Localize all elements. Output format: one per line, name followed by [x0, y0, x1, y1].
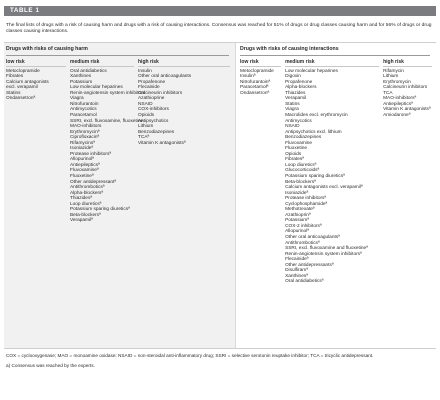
drug-item: Beta-blockersª: [285, 179, 316, 185]
interactions-panel: [236, 43, 436, 348]
drug-item: Beta-blockersª: [70, 212, 101, 218]
drug-table: [4, 42, 436, 348]
drug-item: COX-inhibitors: [138, 107, 169, 113]
drug-item: Isoniazideª: [285, 190, 309, 196]
drug-item: Ciprofloxacinª: [70, 135, 100, 141]
drug-item: excl. verapamil: [6, 85, 38, 91]
drug-item: Statins: [285, 101, 300, 107]
column-title: low risk: [240, 59, 281, 67]
drug-item: Erythromycin: [383, 79, 411, 85]
harm-panel: [4, 43, 236, 348]
drug-item: Antiepilepticsª: [70, 162, 100, 168]
drug-item: Potassiumª: [285, 218, 310, 224]
drug-item: Propafenone: [285, 79, 313, 85]
drug-item: Antimycotics: [285, 118, 312, 124]
drug-item: Flecainide: [138, 85, 160, 91]
drug-item: Other antidepressantsª: [285, 262, 334, 268]
drug-item: Calcineurin inhibitors: [383, 85, 428, 91]
drug-item: Loop diureticsª: [285, 162, 317, 168]
drug-item: Lithium: [138, 124, 154, 130]
drug-item: Xanthines: [70, 74, 92, 80]
drug-item: Alpha-blockers: [285, 85, 317, 91]
harm-low-column: [6, 59, 70, 224]
drug-item: Propafenone: [138, 79, 166, 85]
drug-item: NSAID: [285, 124, 300, 130]
drug-item: Thiazidesª: [70, 196, 93, 202]
drug-item: Ondansetronª: [240, 90, 270, 96]
drug-item: Fluoxetineª: [70, 173, 94, 179]
drug-item: Calcium antagonists excl. verapamilª: [285, 185, 363, 191]
drug-item: Cyclophosphamideª: [285, 201, 328, 207]
drug-item: Oral antidiabetics: [70, 68, 107, 74]
harm-group-title: Drugs with risks of causing harm: [6, 46, 229, 56]
drug-list: [240, 69, 285, 97]
drug-item: Disulfiramª: [285, 268, 308, 274]
drug-item: Fluvoxamineª: [70, 168, 99, 174]
drug-item: Viagra: [285, 107, 299, 113]
drug-item: NSAID: [138, 101, 153, 107]
drug-item: Antipsychotics excl. lithium: [285, 129, 342, 135]
drug-item: Calcium antagonists: [6, 79, 49, 85]
drug-item: Azathioprinª: [285, 212, 311, 218]
drug-item: Fluvoxamine: [285, 140, 313, 146]
drug-item: Viagra: [70, 96, 84, 102]
harm-columns: [6, 59, 235, 224]
drug-item: Insulinª: [240, 74, 256, 80]
drug-item: Verapamil: [285, 96, 307, 102]
drug-item: Lithium: [383, 74, 399, 80]
harm-high-column: [138, 59, 234, 224]
interactions-medium-column: [285, 59, 383, 285]
drug-item: Paracetamolª: [240, 85, 269, 91]
drug-item: Oral antidiabeticsª: [285, 279, 324, 285]
drug-item: Erythromycinª: [70, 129, 100, 135]
drug-item: Opioids: [138, 112, 155, 118]
drug-item: Amiodaroneª: [383, 112, 411, 118]
footnote-consensus: a) Consensus was reached by the experts.: [6, 362, 95, 368]
drug-item: Potassium: [70, 79, 93, 85]
drug-item: Fibratesª: [285, 157, 304, 163]
drug-item: Thiazides: [285, 90, 306, 96]
drug-item: Fibrates: [6, 74, 24, 80]
interactions-columns: [240, 59, 436, 285]
drug-item: Allopurinolª: [70, 157, 94, 163]
drug-item: Antithromboticsª: [70, 185, 105, 191]
drug-item: Nitrofurantoin: [70, 101, 99, 107]
drug-item: Potassium sparing diureticsª: [70, 207, 130, 213]
drug-item: Antithromboticsª: [285, 240, 320, 246]
drug-item: Rifamycin: [383, 68, 404, 74]
interactions-group-title: Drugs with risks of causing interactions: [240, 46, 430, 56]
drug-item: Low molecular heparines: [285, 68, 338, 74]
column-title: medium risk: [285, 59, 379, 67]
drug-item: Protease inhibitorsª: [285, 196, 327, 202]
drug-item: Metoclopramide: [6, 68, 40, 74]
drug-item: MAO-inhibitors: [70, 124, 102, 130]
drug-item: Opioids: [285, 151, 302, 157]
drug-item: Other oral anticoagulants: [138, 74, 192, 80]
drug-list: [285, 69, 383, 285]
drug-item: Nitrofurantoinª: [240, 79, 271, 85]
drug-item: Renin-angiotensin system inhibitors: [70, 90, 145, 96]
table-bottom-rule: [4, 348, 436, 349]
drug-item: SSRI, excl. fluvoxamine, fluoxetine: [70, 118, 144, 124]
drug-list: [383, 69, 436, 119]
drug-item: Antiepilepticsª: [383, 101, 413, 107]
drug-item: Insulin: [138, 68, 152, 74]
drug-item: Ondansetronª: [6, 96, 36, 102]
drug-item: Xanthinesª: [285, 273, 308, 279]
drug-item: Statins: [6, 90, 21, 96]
drug-item: Benzodiazepines: [138, 129, 175, 135]
drug-item: Vitamin K antagonistsª: [138, 140, 186, 146]
drug-item: TCAª: [138, 135, 150, 141]
interactions-high-column: [383, 59, 436, 285]
footnote-abbreviations: COX = cyclooxygenase; MAO = monoamine oxidase; NSAID = non-steroidal anti-inflammatory drug; SSRI = selective serotonin reuptake inhibitor; TCA = tricyclic antidepressant.: [6, 352, 374, 358]
drug-item: Methotrexateª: [285, 207, 315, 213]
drug-item: Paracetamol: [70, 112, 97, 118]
drug-item: COX-2 inhibitorsª: [285, 223, 322, 229]
drug-item: Rifamycinsª: [70, 140, 95, 146]
drug-item: Calcineurin inhibitors: [138, 90, 183, 96]
drug-item: Other antidepressantª: [70, 179, 117, 185]
drug-item: Potassium sparing diureticsª: [285, 173, 345, 179]
drug-item: SSRI, excl. fluvoxamine and fluoxetineª: [285, 246, 368, 252]
drug-item: Other oral anticoagulantsª: [285, 235, 340, 240]
table-caption: The final lists of drugs with a risk of causing harm and drugs with a risk of causing interactions. Consensus was reached for 51% of drugs or drug classes causing harm and for 56% of drugs or drug classes causing interactions.: [6, 23, 432, 35]
drug-item: Glucocorticoidsª: [285, 168, 320, 174]
drug-item: Allopurinolª: [285, 229, 310, 235]
drug-item: Fluoxetine: [285, 146, 307, 152]
table-label: TABLE 1: [4, 6, 436, 16]
drug-item: MAO-inhibitorsª: [383, 96, 417, 102]
drug-item: TCA: [383, 90, 393, 96]
drug-list: [6, 69, 70, 102]
drug-item: Protease inhibitorsª: [70, 151, 112, 157]
drug-item: Vitamin K antagonistsª: [383, 107, 431, 113]
drug-item: Alpha-blockersª: [70, 190, 104, 196]
interactions-low-column: [240, 59, 285, 285]
drug-item: Antimycotics: [70, 107, 97, 113]
column-title: low risk: [6, 59, 66, 67]
column-title: high risk: [138, 59, 230, 67]
drug-item: Antipsychotics: [138, 118, 169, 124]
drug-item: Macrolides excl. erythromycin: [285, 112, 348, 118]
drug-item: Isoniazideª: [70, 146, 94, 152]
drug-item: Verapamilª: [70, 218, 93, 224]
drug-item: Renin-angiotensin system inhibitorsª: [285, 251, 362, 257]
column-title: high risk: [383, 59, 432, 67]
drug-item: Loop diureticsª: [70, 201, 102, 207]
drug-item: Flecainideª: [285, 257, 309, 263]
drug-item: Metoclopramide: [240, 68, 274, 74]
drug-list: [138, 69, 234, 147]
drug-item: Benzodiazepines: [285, 135, 322, 141]
column-title: medium risk: [70, 59, 134, 67]
drug-item: Azathioprine: [138, 96, 165, 102]
drug-item: Digoxin: [285, 74, 301, 80]
drug-item: Low molecular heparines: [70, 85, 123, 91]
